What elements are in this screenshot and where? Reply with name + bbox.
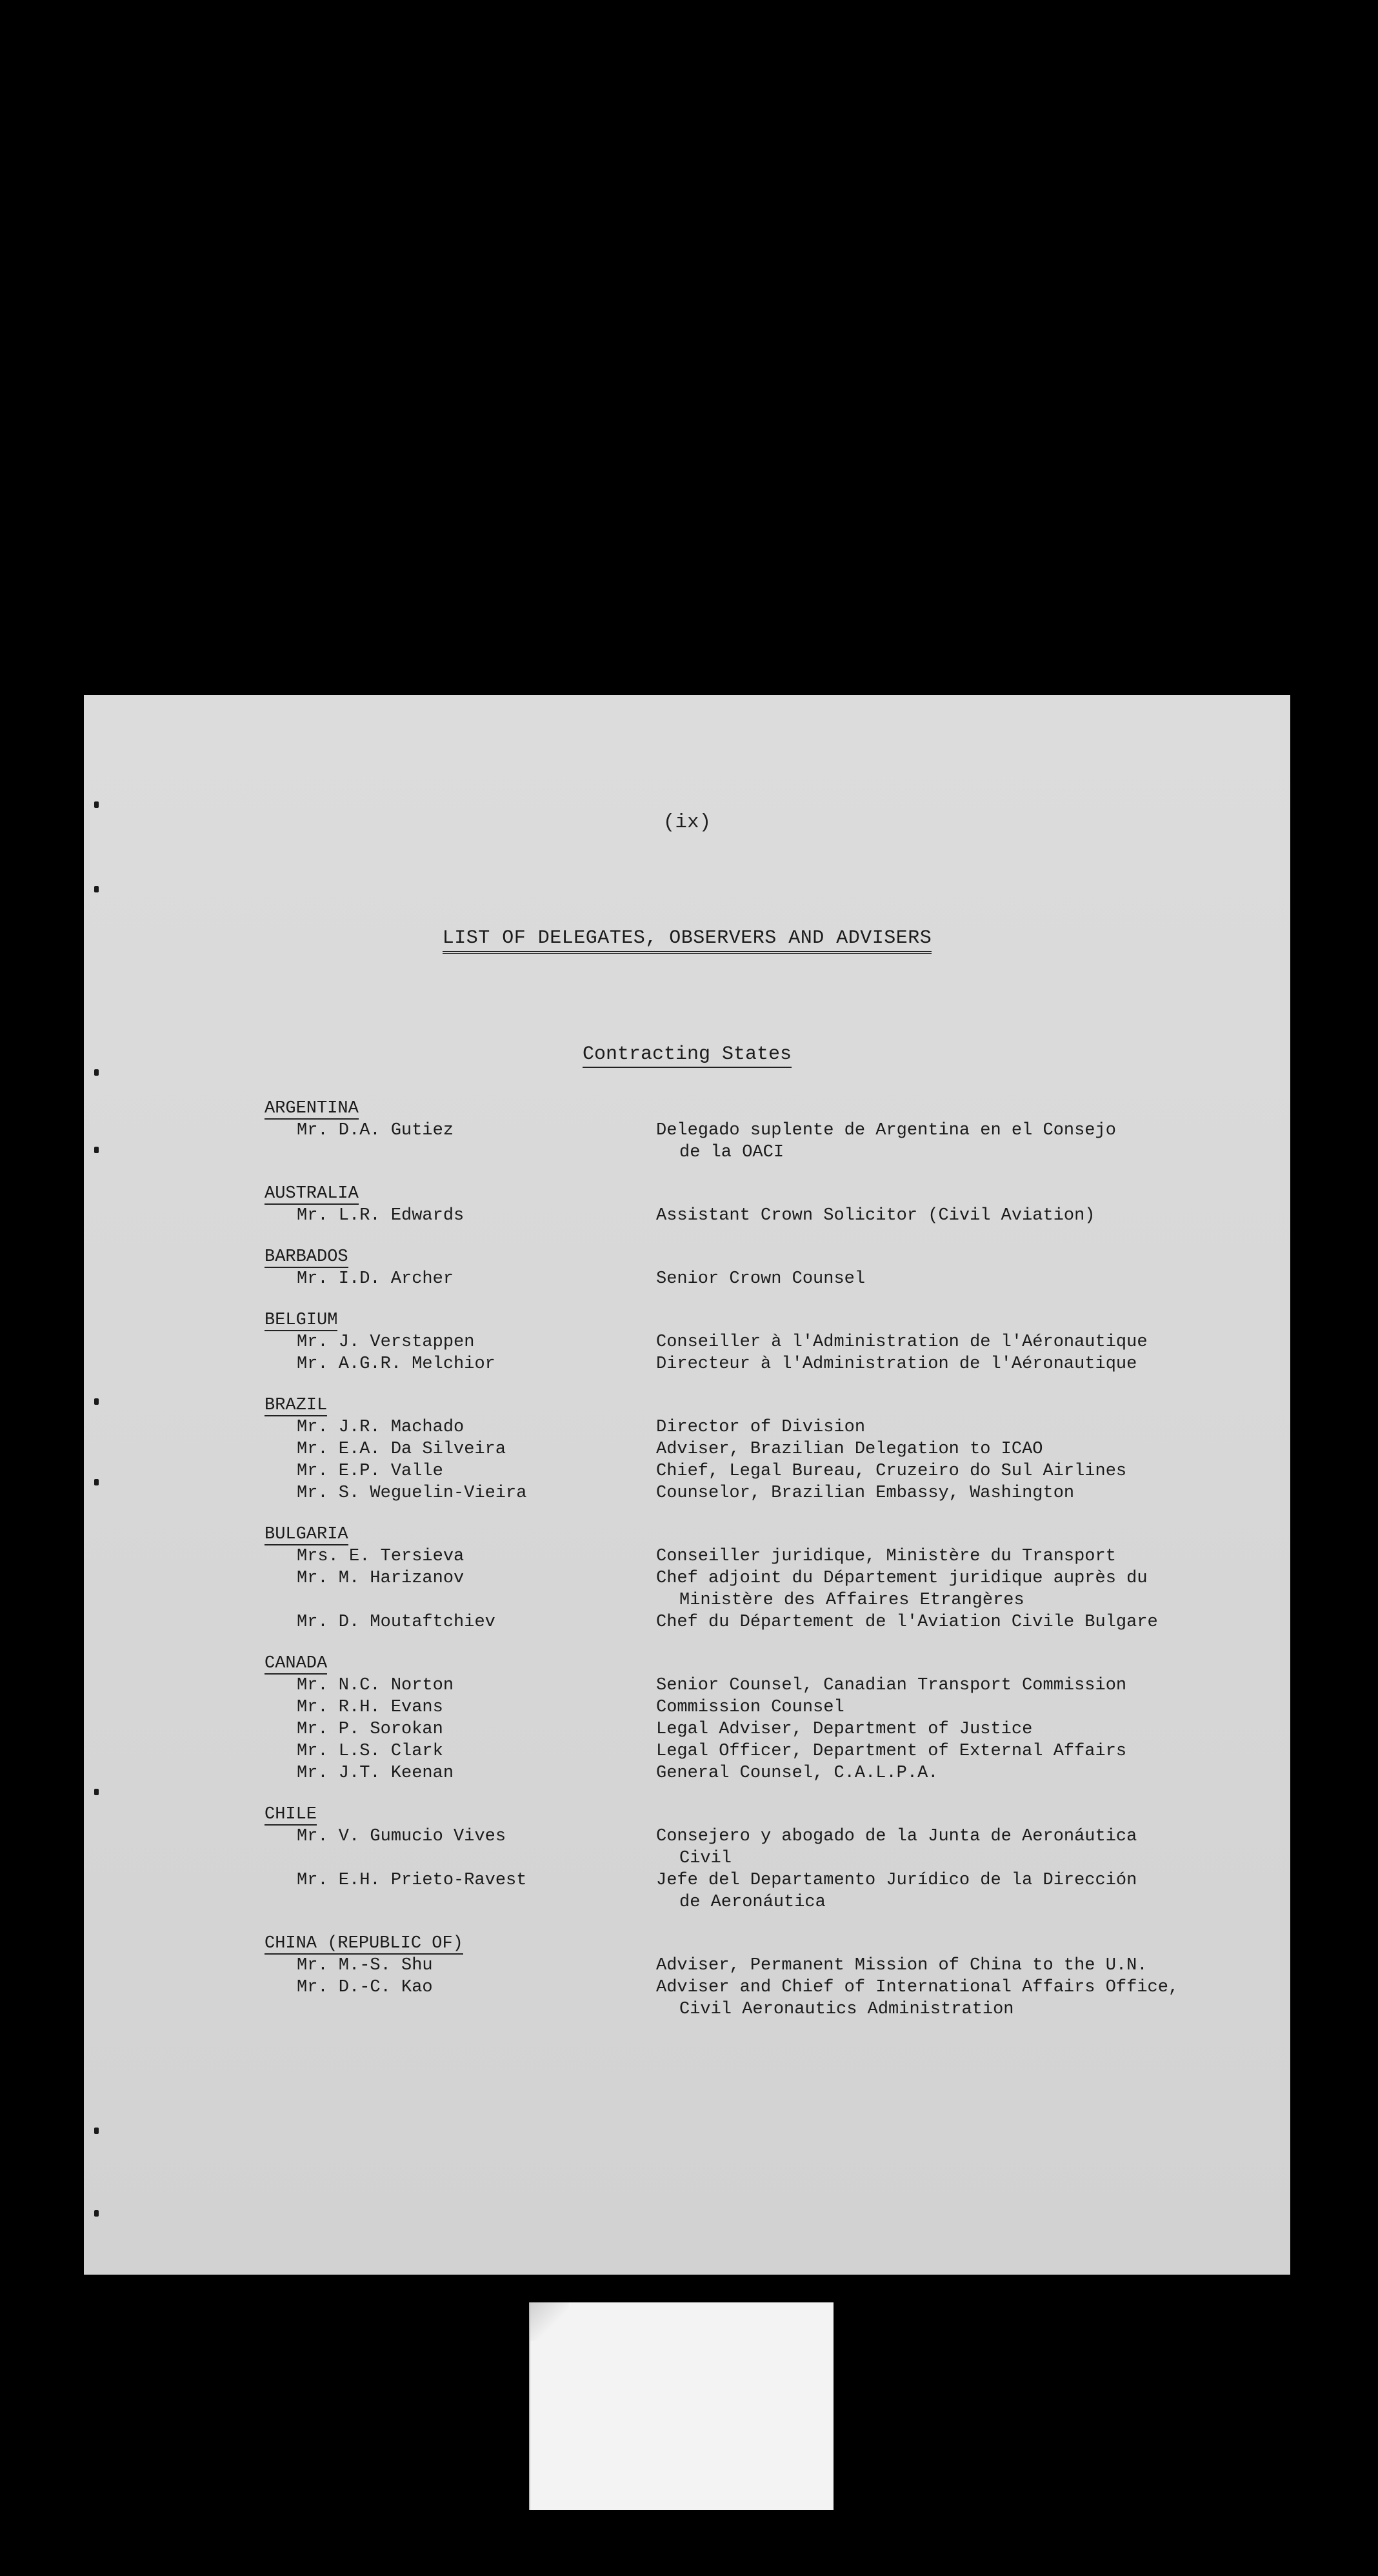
- delegate-name: Mr. I.D. Archer: [297, 1269, 454, 1289]
- country-name: ARGENTINA: [265, 1099, 359, 1118]
- country-heading: [265, 1524, 1271, 1545]
- delegate-role: [656, 1696, 1237, 1718]
- delegate-name: Mr. J. Verstappen: [297, 1333, 475, 1352]
- delegate-role-continuation: de la OACI: [679, 1143, 784, 1162]
- delegate-role: [656, 1567, 1237, 1611]
- delegate-role-line: General Counsel, C.A.L.P.A.: [656, 1764, 939, 1783]
- delegate-name: Mr. L.S. Clark: [297, 1742, 443, 1761]
- delegate-role-line: Directeur à l'Administration de l'Aéronautique: [656, 1354, 1137, 1374]
- delegate-name: Mr. D.-C. Kao: [297, 1978, 433, 1997]
- country-heading: [265, 1183, 1271, 1205]
- delegate-role-line: Conseiller à l'Administration de l'Aéronautique: [656, 1333, 1148, 1352]
- margin-mark: [94, 2210, 99, 2217]
- delegate-name: Mr. R.H. Evans: [297, 1698, 443, 1717]
- delegate-role: [656, 1438, 1237, 1460]
- slip-fold: [530, 2302, 569, 2341]
- country-block: [265, 1394, 1271, 1504]
- delegate-row: [265, 1955, 1271, 1977]
- delegate-row: [265, 1482, 1271, 1504]
- delegate-role-line: Commission Counsel: [656, 1698, 844, 1717]
- delegate-role: [656, 1826, 1237, 1869]
- delegate-row: [265, 1331, 1271, 1353]
- delegate-role-line: Legal Adviser, Department of Justice: [656, 1720, 1033, 1739]
- delegate-row: [265, 1567, 1271, 1611]
- delegate-role-line: Legal Officer, Department of External Affairs: [656, 1742, 1127, 1761]
- delegate-role-continuation: Ministère des Affaires Etrangères: [679, 1591, 1024, 1610]
- delegate-row: [265, 1696, 1271, 1718]
- country-block: [265, 1183, 1271, 1227]
- delegate-role-continuation: Civil Aeronautics Administration: [679, 2000, 1014, 2019]
- page-number: (ix): [663, 811, 712, 834]
- delegate-role: [656, 1611, 1237, 1633]
- delegate-role: [656, 1205, 1237, 1227]
- delegate-role: [656, 1740, 1237, 1762]
- country-block: [265, 1524, 1271, 1633]
- country-block: [265, 1653, 1271, 1784]
- delegate-row: [265, 1268, 1271, 1290]
- country-heading: [265, 1804, 1271, 1826]
- delegate-role: [656, 1718, 1237, 1740]
- delegate-row: [265, 1460, 1271, 1482]
- delegate-role-line: Senior Counsel, Canadian Transport Commission: [656, 1676, 1127, 1695]
- country-heading: [265, 1653, 1271, 1675]
- section-heading: [84, 1043, 1290, 1065]
- delegate-role: [656, 1762, 1237, 1784]
- delegate-role-line: Director of Division: [656, 1418, 866, 1437]
- delegate-role: [656, 1331, 1237, 1353]
- margin-mark: [94, 801, 99, 808]
- country-name: AUSTRALIA: [265, 1184, 359, 1203]
- delegate-row: [265, 1545, 1271, 1567]
- delegate-role: [656, 1416, 1237, 1438]
- delegate-name: Mr. L.R. Edwards: [297, 1206, 464, 1225]
- delegate-name: Mr. M. Harizanov: [297, 1569, 464, 1588]
- country-heading: [265, 1394, 1271, 1416]
- delegate-row: [265, 1740, 1271, 1762]
- delegate-row: [265, 1826, 1271, 1869]
- country-name: CHILE: [265, 1805, 317, 1824]
- delegate-name: Mr. S. Weguelin-Vieira: [297, 1484, 527, 1503]
- delegate-role: [656, 1460, 1237, 1482]
- country-block: [265, 1246, 1271, 1290]
- delegate-row: [265, 1718, 1271, 1740]
- country-name: BARBADOS: [265, 1247, 348, 1267]
- delegate-role-continuation: Civil: [679, 1849, 732, 1868]
- delegate-role-line: Counselor, Brazilian Embassy, Washington: [656, 1484, 1075, 1503]
- country-name: BELGIUM: [265, 1311, 338, 1330]
- country-name: BULGARIA: [265, 1525, 348, 1544]
- margin-mark: [94, 2128, 99, 2134]
- delegate-row: [265, 1120, 1271, 1163]
- delegate-role-line: Chef adjoint du Département juridique auprès du: [656, 1569, 1148, 1588]
- country-heading: [265, 1098, 1271, 1120]
- delegate-list: [265, 1098, 1271, 2040]
- document-title-text: LIST OF DELEGATES, OBSERVERS AND ADVISERS: [443, 927, 932, 954]
- delegate-role-line: Delegado suplente de Argentina en el Consejo: [656, 1121, 1116, 1140]
- delegate-name: Mr. M.-S. Shu: [297, 1956, 433, 1975]
- delegate-role: [656, 1977, 1237, 2020]
- margin-mark: [94, 1069, 99, 1076]
- delegate-name: Mr. D. Moutaftchiev: [297, 1613, 495, 1632]
- delegate-row: [265, 1353, 1271, 1375]
- section-heading-text: Contracting States: [583, 1043, 792, 1068]
- delegate-role: [656, 1675, 1237, 1696]
- delegate-role: [656, 1545, 1237, 1567]
- margin-mark: [94, 1398, 99, 1405]
- delegate-role: [656, 1869, 1237, 1913]
- delegate-row: [265, 1611, 1271, 1633]
- delegate-role-line: Senior Crown Counsel: [656, 1269, 866, 1289]
- delegate-role-line: Adviser, Permanent Mission of China to the U.N.: [656, 1956, 1148, 1975]
- document-page: [84, 695, 1290, 2275]
- delegate-role-line: Assistant Crown Solicitor (Civil Aviation): [656, 1206, 1095, 1225]
- delegate-row: [265, 1762, 1271, 1784]
- delegate-role: [656, 1482, 1237, 1504]
- delegate-role-line: Chef du Département de l'Aviation Civile Bulgare: [656, 1613, 1158, 1632]
- delegate-role-line: Adviser, Brazilian Delegation to ICAO: [656, 1440, 1043, 1459]
- delegate-role-line: Consejero y abogado de la Junta de Aeronáutica: [656, 1827, 1137, 1846]
- delegate-row: [265, 1675, 1271, 1696]
- delegate-role: [656, 1955, 1237, 1977]
- country-heading: [265, 1933, 1271, 1955]
- delegate-name: Mr. J.T. Keenan: [297, 1764, 454, 1783]
- delegate-name: Mr. D.A. Gutiez: [297, 1121, 454, 1140]
- delegate-name: Mr. E.P. Valle: [297, 1462, 443, 1481]
- margin-mark: [94, 1479, 99, 1485]
- country-heading: [265, 1246, 1271, 1268]
- margin-mark: [94, 1147, 99, 1153]
- delegate-role: [656, 1353, 1237, 1375]
- country-block: [265, 1933, 1271, 2020]
- delegate-role-line: Adviser and Chief of International Affairs Office,: [656, 1978, 1179, 1997]
- delegate-row: [265, 1438, 1271, 1460]
- delegate-role: [656, 1268, 1237, 1290]
- country-name: CHINA (REPUBLIC OF): [265, 1934, 463, 1953]
- delegate-name: Mr. A.G.R. Melchior: [297, 1354, 495, 1374]
- document-title: [84, 927, 1290, 949]
- margin-mark: [94, 886, 99, 892]
- country-heading: [265, 1309, 1271, 1331]
- margin-mark: [94, 1789, 99, 1795]
- delegate-role-line: Conseiller juridique, Ministère du Transport: [656, 1547, 1116, 1566]
- delegate-row: [265, 1205, 1271, 1227]
- blank-slip: [529, 2302, 834, 2510]
- country-block: [265, 1098, 1271, 1163]
- delegate-name: Mrs. E. Tersieva: [297, 1547, 464, 1566]
- delegate-name: Mr. V. Gumucio Vives: [297, 1827, 506, 1846]
- delegate-name: Mr. E.A. Da Silveira: [297, 1440, 506, 1459]
- delegate-row: [265, 1977, 1271, 2020]
- delegate-role-line: Chief, Legal Bureau, Cruzeiro do Sul Airlines: [656, 1462, 1127, 1481]
- delegate-name: Mr. N.C. Norton: [297, 1676, 454, 1695]
- delegate-role-line: Jefe del Departamento Jurídico de la Dirección: [656, 1871, 1137, 1890]
- delegate-role: [656, 1120, 1237, 1163]
- delegate-row: [265, 1416, 1271, 1438]
- country-block: [265, 1309, 1271, 1375]
- delegate-name: Mr. J.R. Machado: [297, 1418, 464, 1437]
- delegate-row: [265, 1869, 1271, 1913]
- delegate-name: Mr. P. Sorokan: [297, 1720, 443, 1739]
- delegate-name: Mr. E.H. Prieto-Ravest: [297, 1871, 527, 1890]
- country-name: CANADA: [265, 1654, 328, 1673]
- country-name: BRAZIL: [265, 1396, 328, 1415]
- delegate-role-continuation: de Aeronáutica: [679, 1893, 826, 1912]
- country-block: [265, 1804, 1271, 1913]
